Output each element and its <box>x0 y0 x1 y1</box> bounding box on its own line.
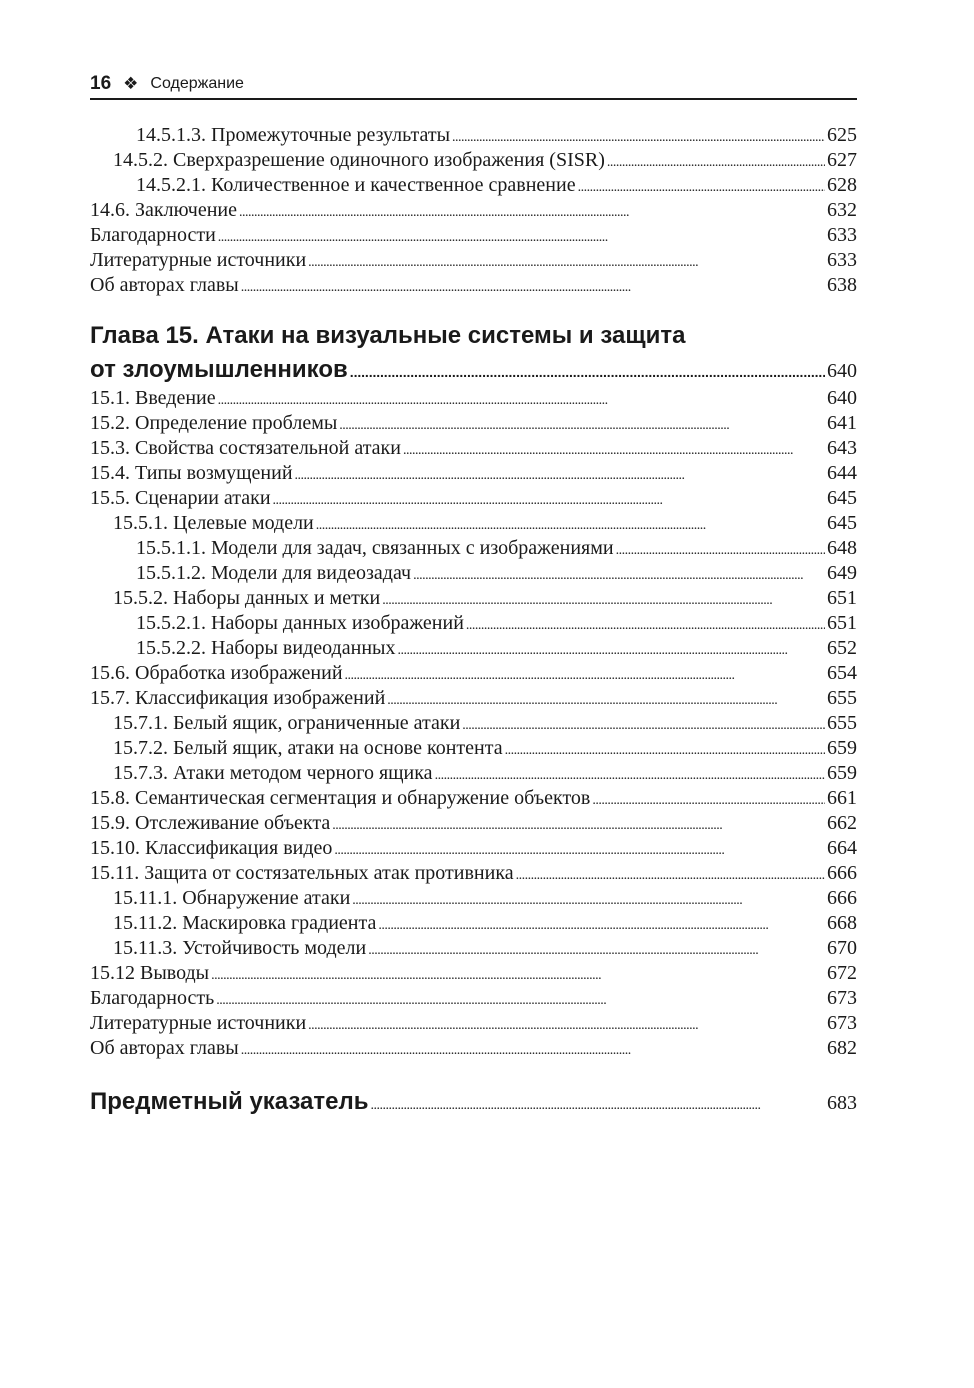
toc-entry[interactable] <box>90 836 857 861</box>
toc-page-number: 659 <box>827 737 857 759</box>
toc-entry-title: 15.11. Защита от состязательных атак противника <box>90 862 514 884</box>
chapter-15-title-line2: от злоумышленников <box>90 356 348 383</box>
toc-entry-title: 15.11.3. Устойчивость модели <box>113 937 367 959</box>
page-number: 16 <box>90 73 112 94</box>
toc-page-number: 645 <box>827 487 857 509</box>
toc-entry[interactable] <box>90 811 857 836</box>
toc-entry[interactable] <box>90 761 857 786</box>
toc-entry-title: Литературные источники <box>90 249 307 271</box>
toc-page-number: 664 <box>827 837 857 859</box>
toc-page-number: 668 <box>827 912 857 934</box>
toc-entry[interactable] <box>90 661 857 686</box>
toc-page-number: 644 <box>827 462 857 484</box>
toc-page-number: 682 <box>827 1037 857 1059</box>
toc-entry[interactable] <box>90 861 857 886</box>
toc-entry-title: 15.4. Типы возмущений <box>90 462 293 484</box>
toc-entry-title: Об авторах главы <box>90 274 239 296</box>
dot-leader <box>316 511 825 538</box>
dot-leader <box>211 961 825 988</box>
dot-leader <box>332 811 825 838</box>
toc-entry[interactable] <box>90 911 857 936</box>
chapter-15-title-line1: Глава 15. Атаки на визуальные системы и защита <box>90 322 686 349</box>
dot-leader <box>435 761 825 788</box>
toc-page-number: 649 <box>827 562 857 584</box>
toc-page-number: 666 <box>827 887 857 909</box>
toc-entry-title: 14.6. Заключение <box>90 199 237 221</box>
toc-page-number: 638 <box>827 274 857 296</box>
dot-leader <box>241 1036 825 1063</box>
dot-leader <box>466 611 825 638</box>
dot-leader <box>371 1087 825 1122</box>
toc-page-number: 672 <box>827 962 857 984</box>
toc-entry-title: 14.5.2. Сверхразрешение одиночного изображения (SISR) <box>113 149 605 171</box>
toc-entry-title: 15.5. Сценарии атаки <box>90 487 271 509</box>
toc-page-number: 625 <box>827 124 857 146</box>
toc-entry-title: 15.9. Отслеживание объекта <box>90 812 331 834</box>
toc-page-number: 673 <box>827 1012 857 1034</box>
dot-leader <box>339 411 825 438</box>
toc-entry-title: 15.1. Введение <box>90 387 216 409</box>
toc-page-number: 661 <box>827 787 857 809</box>
toc-page-number: 645 <box>827 512 857 534</box>
toc-entry-title: 15.6. Обработка изображений <box>90 662 343 684</box>
toc-entry[interactable] <box>90 711 857 736</box>
toc-page-number: 666 <box>827 862 857 884</box>
toc-page-number: 628 <box>827 174 857 196</box>
toc-page-number: 670 <box>827 937 857 959</box>
running-title: Содержание <box>150 75 244 92</box>
toc-page-number: 640 <box>827 360 857 382</box>
toc-page-number: 683 <box>827 1092 857 1114</box>
toc-entry-title: 15.5.2. Наборы данных и метки <box>113 587 381 609</box>
toc-page-number: 651 <box>827 587 857 609</box>
toc-page-number: 655 <box>827 687 857 709</box>
dot-leader <box>345 661 825 688</box>
toc-page-number: 627 <box>827 149 857 171</box>
toc-page-number: 654 <box>827 662 857 684</box>
toc-entry[interactable] <box>90 198 857 223</box>
toc-entry-title: 15.12 Выводы <box>90 962 210 984</box>
toc-page-number: 641 <box>827 412 857 434</box>
toc-entry-title: 15.7.2. Белый ящик, атаки на основе контента <box>113 737 503 759</box>
toc-entry-title: 15.5.2.1. Наборы данных изображений <box>136 612 464 634</box>
dot-leader <box>578 173 825 200</box>
toc-entry-title: 15.5.1.2. Модели для видеозадач <box>136 562 412 584</box>
toc-entry[interactable] <box>90 586 857 611</box>
subject-index-title: Предметный указатель <box>90 1088 369 1115</box>
toc-entry-chapter-15[interactable] <box>90 353 857 386</box>
toc-entry-title: 15.5.1.1. Модели для задач, связанных с изображениями <box>136 537 614 559</box>
toc-entry-title: 15.11.1. Обнаружение атаки <box>113 887 351 909</box>
toc-entry-title: Благодарности <box>90 224 216 246</box>
toc-entry[interactable] <box>90 223 857 248</box>
ornament-icon: ❖ <box>123 74 139 93</box>
toc-entry[interactable] <box>90 886 857 911</box>
toc-entry[interactable] <box>90 411 857 436</box>
dot-leader <box>516 861 825 888</box>
dot-leader <box>505 736 825 763</box>
dot-leader <box>352 886 825 913</box>
toc-page-number: 632 <box>827 199 857 221</box>
toc-entry-title: 14.5.1.3. Промежуточные результаты <box>136 124 451 146</box>
toc-entry-title: 15.11.2. Маскировка градиента <box>113 912 377 934</box>
dot-leader <box>218 223 825 250</box>
toc-page-number: 662 <box>827 812 857 834</box>
dot-leader <box>382 586 825 613</box>
toc-entry-title: 15.7.1. Белый ящик, ограниченные атаки <box>113 712 461 734</box>
toc-entry-title: Литературные источники <box>90 1012 307 1034</box>
dot-leader <box>218 386 825 413</box>
dot-leader <box>273 486 825 513</box>
toc-entry[interactable] <box>90 461 857 486</box>
toc-entry-title: 15.5.2.2. Наборы видеоданных <box>136 637 396 659</box>
dot-leader <box>592 786 825 813</box>
toc-entry-title: 15.10. Классификация видео <box>90 837 333 859</box>
toc-page-number: 655 <box>827 712 857 734</box>
dot-leader <box>308 1011 825 1038</box>
dot-leader <box>378 911 825 938</box>
toc-entry[interactable] <box>90 486 857 511</box>
dot-leader <box>616 536 825 563</box>
toc-entry-title: 15.7.3. Атаки методом черного ящика <box>113 762 433 784</box>
toc-entry[interactable] <box>90 148 857 173</box>
toc-entry[interactable] <box>90 936 857 961</box>
dot-leader <box>239 198 825 225</box>
toc-entry-title: 15.7. Классификация изображений <box>90 687 386 709</box>
toc-entry-title: 15.3. Свойства состязательной атаки <box>90 437 401 459</box>
toc-page-number: 633 <box>827 224 857 246</box>
toc-page-number: 633 <box>827 249 857 271</box>
toc-entry[interactable] <box>90 536 857 561</box>
toc-entry[interactable] <box>90 561 857 586</box>
toc-section-chapter14-tail <box>90 123 857 298</box>
dot-leader <box>413 561 825 588</box>
toc-page-number: 648 <box>827 537 857 559</box>
dot-leader <box>241 273 825 300</box>
toc-page-number: 652 <box>827 637 857 659</box>
dot-leader <box>295 461 825 488</box>
toc-entry[interactable] <box>90 986 857 1011</box>
toc-entry-title: 15.5.1. Целевые модели <box>113 512 314 534</box>
toc-page-number: 651 <box>827 612 857 634</box>
toc-entry[interactable] <box>90 736 857 761</box>
toc-entry-title: 14.5.2.1. Количественное и качественное сравнение <box>136 174 576 196</box>
toc-entry[interactable] <box>90 436 857 461</box>
dot-leader <box>308 248 825 275</box>
toc-entry[interactable] <box>90 511 857 536</box>
toc-page-number: 673 <box>827 987 857 1009</box>
toc-entry-title: 15.8. Семантическая сегментация и обнаружение объектов <box>90 787 591 809</box>
dot-leader <box>387 686 825 713</box>
dot-leader <box>216 986 825 1013</box>
toc-entry[interactable] <box>90 248 857 273</box>
toc-entry[interactable] <box>90 386 857 411</box>
toc-entry[interactable] <box>90 1011 857 1036</box>
toc-page-number: 659 <box>827 762 857 784</box>
dot-leader <box>397 636 825 663</box>
toc-entry-title: Об авторах главы <box>90 1037 239 1059</box>
dot-leader <box>462 711 825 738</box>
toc-page-number: 643 <box>827 437 857 459</box>
toc-entry-subject-index[interactable] <box>90 1085 857 1118</box>
toc-entry-title: Благодарность <box>90 987 215 1009</box>
toc-entry[interactable] <box>90 1036 857 1061</box>
toc-entry[interactable] <box>90 961 857 986</box>
table-of-contents <box>90 123 857 1118</box>
dot-leader <box>452 123 825 150</box>
dot-leader <box>607 148 825 175</box>
toc-entry[interactable] <box>90 611 857 636</box>
dot-leader <box>368 936 825 963</box>
dot-leader <box>334 836 825 863</box>
dot-leader <box>403 436 825 463</box>
toc-entry[interactable] <box>90 273 857 298</box>
toc-entry[interactable] <box>90 636 857 661</box>
toc-entry[interactable] <box>90 173 857 198</box>
toc-entry-title: 15.2. Определение проблемы <box>90 412 338 434</box>
toc-section-chapter15 <box>90 386 857 1061</box>
running-header <box>90 70 857 100</box>
dot-leader <box>350 353 825 389</box>
toc-entry[interactable] <box>90 123 857 148</box>
toc-entry[interactable] <box>90 786 857 811</box>
toc-page-number: 640 <box>827 387 857 409</box>
toc-entry[interactable] <box>90 686 857 711</box>
